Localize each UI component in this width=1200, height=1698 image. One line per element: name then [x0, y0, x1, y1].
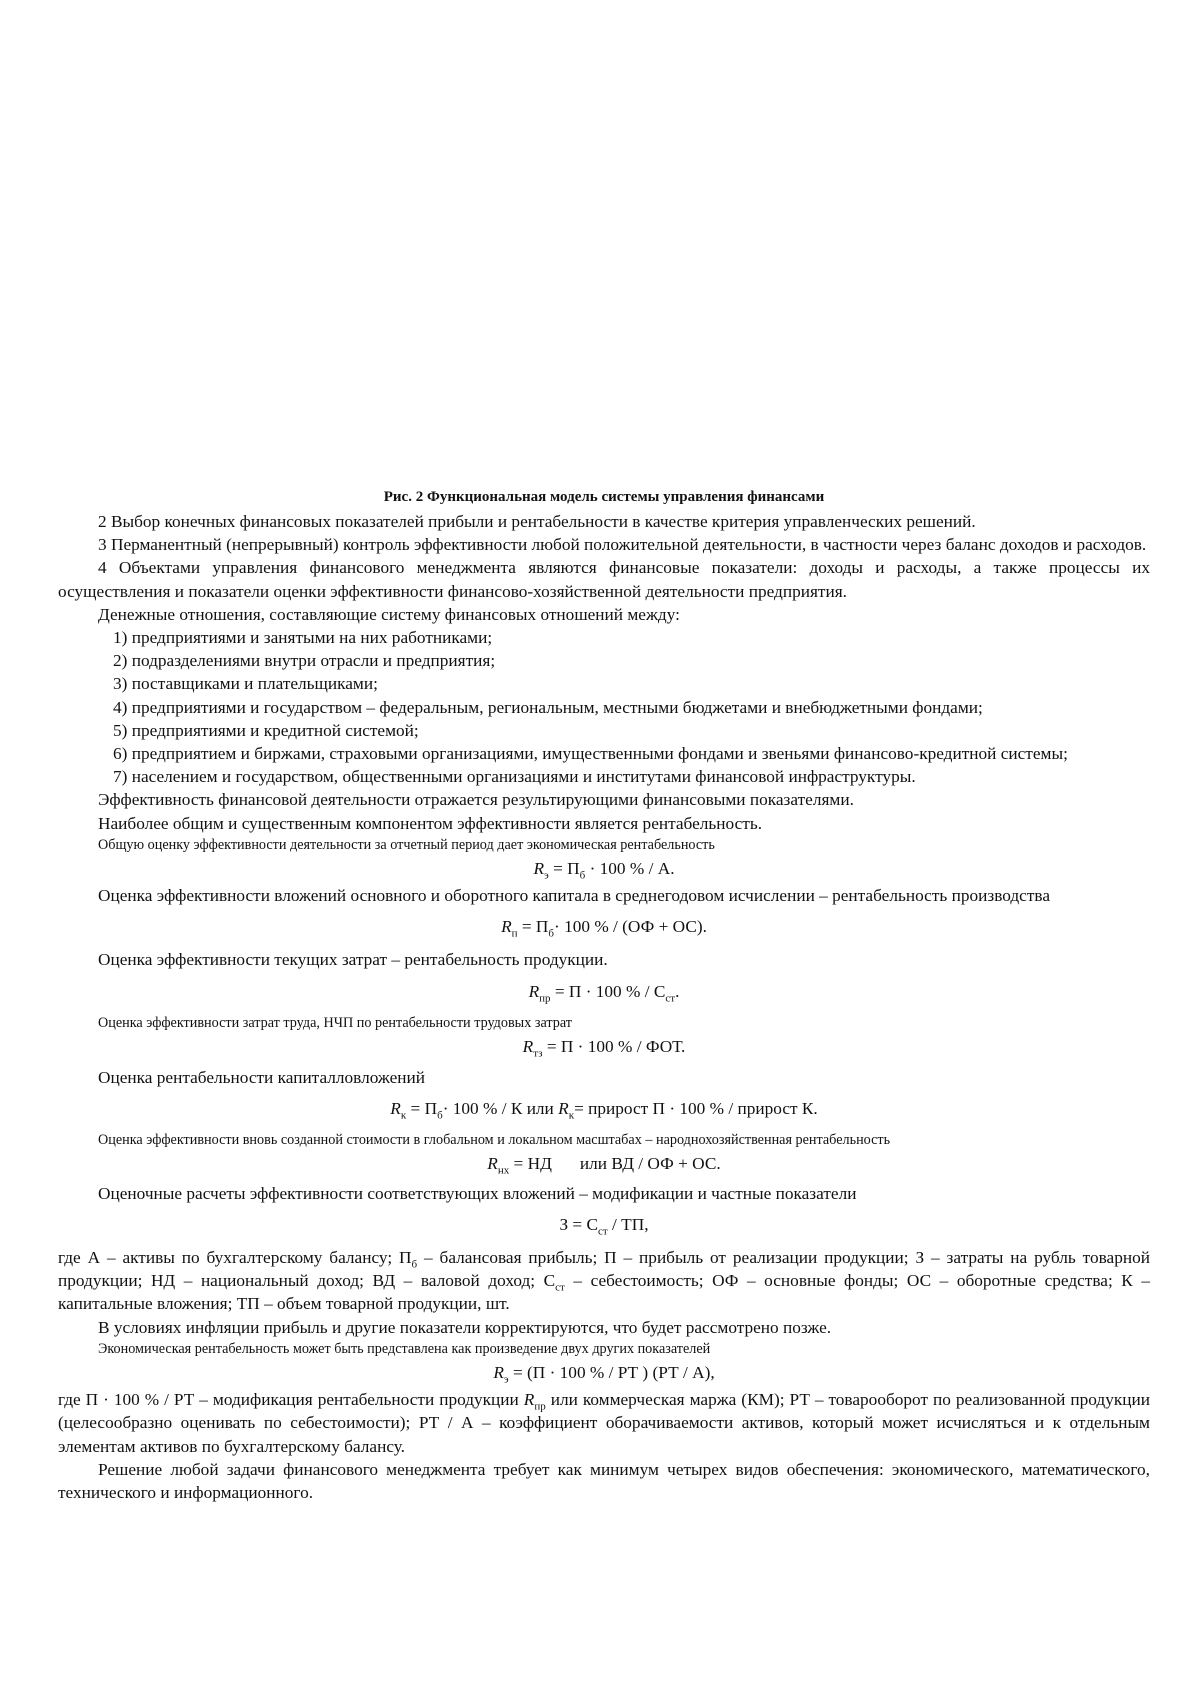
economic-profitability-note: Общую оценку эффективности деятельности за отчетный период дает экономическая рентабельность — [98, 836, 715, 853]
capital-profitability-paragraph: Оценка рентабельности капиталловложений — [98, 1068, 426, 1088]
relations-list-item: 1) предприятиями и занятыми на них работниками; — [113, 628, 493, 648]
money-relations-intro: Денежные отношения, составляющие систему финансовых отношений между: — [98, 604, 680, 624]
efficiency-paragraph: Эффективность финансовой деятельности отражается результирующими финансовыми показателями. — [98, 790, 854, 810]
product-profitability-paragraph: Оценка эффективности текущих затрат – рентабельность продукции. — [98, 950, 608, 970]
formula-product-profitability: $R_{пр} = П \cdot 100$ % / $С_{ст}$. — [528, 981, 680, 1005]
formula-economic-decomposition: $R_э = (П \cdot 100$ % / РТ ) (РТ / А), — [493, 1362, 715, 1386]
formula-labor-profitability: $R_{тз} = П \cdot 100$ % / ФОТ. — [522, 1036, 686, 1060]
relations-list-item: 4) предприятиями и государством – федеральным, региональным, местными бюджетами и внебюджетными фондами; — [113, 697, 983, 717]
relations-list-item: 7) населением и государством, общественными организациями и институтами финансовой инфраструктуры. — [113, 767, 916, 787]
figure-caption: Рис. 2 Функциональная модель системы управления финансами — [383, 489, 825, 505]
document-body — [58, 486, 1150, 1504]
production-profitability-paragraph: Оценка эффективности вложений основного и оборотного капитала в среднегодовом исчислении – рентабельность производства — [98, 886, 1050, 906]
relations-list-item: 3) поставщиками и плательщиками; — [113, 674, 378, 694]
decomposition-definitions-paragraph: где П · 100 % / РТ – модификация рентабельности продукции $R_{пр}$ или коммерческая маржа (КМ); РТ – товарооборот по реализованной продукции (целесообразно оценивать по себестоимости); РТ / А – коэффициент оборачиваемости активов, который может исчисляться и к отдельным элементам активов по бухгалтерскому балансу. — [58, 1390, 1150, 1456]
estimates-paragraph: Оценочные расчеты эффективности соответствующих вложений – модификации и частные показатели — [98, 1183, 857, 1203]
product-decomposition-note: Экономическая рентабельность может быть представлена как произведение двух других показателей — [98, 1340, 711, 1357]
relations-list-item: 5) предприятиями и кредитной системой; — [113, 720, 419, 740]
numbered-paragraph-2: 2 Выбор конечных финансовых показателей прибыли и рентабельности в качестве критерия управленческих решений. — [98, 512, 976, 531]
conclusion-paragraph: Решение любой задачи финансового менеджмента требует как минимум четырех видов обеспечения: экономического, математического, технического и информационного. — [58, 1459, 1150, 1502]
formula-production-profitability: $R_п = П_б\cdot 100$ % / (ОФ + ОС). — [501, 917, 707, 940]
numbered-paragraph-3: 3 Перманентный (непрерывный) контроль эффективности любой положительной деятельности, в частности через баланс доходов и расходов. — [98, 535, 1147, 555]
formula-economic-profitability: $R_э = П_б \cdot 100$ % / А. — [533, 858, 675, 882]
national-profitability-note: Оценка эффективности вновь созданной стоимости в глобальном и локальном масштабах – народнохозяйственная рентабельность — [98, 1132, 891, 1149]
labor-profitability-note: Оценка эффективности затрат труда, НЧП по рентабельности трудовых затрат — [98, 1014, 572, 1031]
formula-national-profitability: $R_{нх}$ = НД или ВД / ОФ + ОС. — [487, 1154, 721, 1177]
formula-capital-profitability: $R_к = П_б\cdot 100$ % / К или $R_к=$ прирост П · 100 % / прирост К. — [390, 1099, 818, 1122]
formula-cost-per-ruble: $З = С_{ст}$ / ТП, — [559, 1214, 649, 1238]
numbered-paragraph-4: 4 Объектами управления финансового менеджмента являются финансовые показатели: доходы и расходы, а также процессы их осуществления и показатели оценки эффективности финансово-хозяйственной деятельности предприятия. — [58, 558, 1150, 601]
definitions-paragraph: где А – активы по бухгалтерскому балансу; $П_б$ – балансовая прибыль; П – прибыль от реализации продукции; З – затраты на рубль товарной продукции; НД – национальный доход; ВД – валовой доход; $С_{ст}$ – себестоимость; ОФ – основные фонды; ОС – оборотные средства; К – капитальные вложения; ТП – объем товарной продукции, шт. — [58, 1248, 1150, 1314]
profitability-paragraph: Наиболее общим и существенным компонентом эффективности является рентабельность. — [98, 813, 763, 833]
relations-list-item: 2) подразделениями внутри отрасли и предприятия; — [113, 651, 496, 671]
relations-list-item: 6) предприятием и биржами, страховыми организациями, имущественными фондами и звеньями финансово-кредитной системы; — [113, 744, 1068, 764]
inflation-paragraph: В условиях инфляции прибыль и другие показатели корректируются, что будет рассмотрено позже. — [98, 1317, 832, 1337]
